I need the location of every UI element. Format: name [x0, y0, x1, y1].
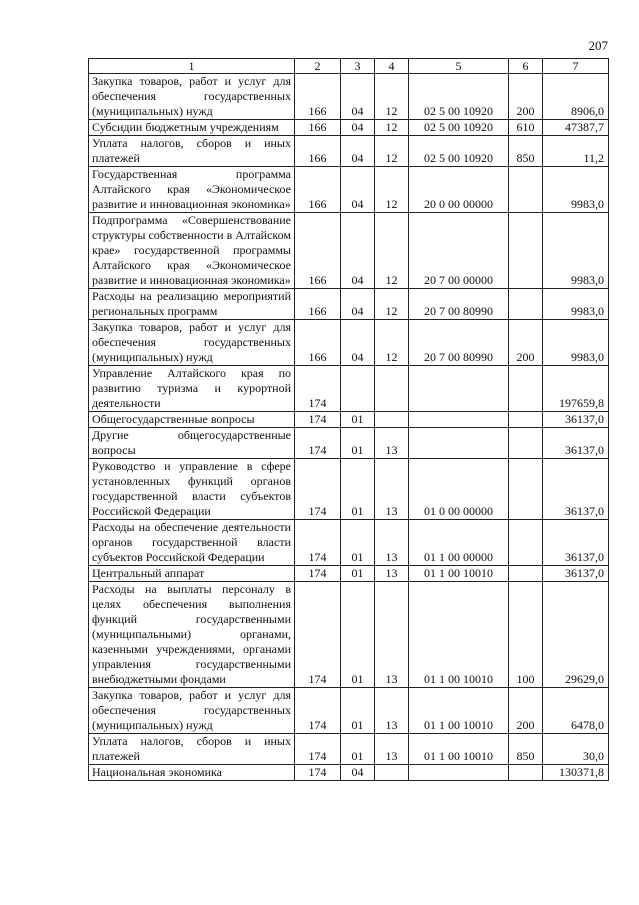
cell-ministry-code: 166	[295, 74, 341, 120]
cell-target-item-code: 01 1 00 10010	[409, 688, 509, 734]
cell-target-item-code: 20 0 00 00000	[409, 167, 509, 213]
cell-section-code: 04	[341, 320, 375, 366]
cell-target-item-code: 20 7 00 00000	[409, 213, 509, 289]
cell-subsection-code: 13	[375, 428, 409, 459]
cell-target-item-code: 02 5 00 10920	[409, 136, 509, 167]
table-row	[89, 74, 609, 120]
cell-amount: 9983,0	[543, 320, 609, 366]
cell-subsection-code: 12	[375, 320, 409, 366]
cell-target-item-code: 01 1 00 10010	[409, 582, 509, 688]
header-row	[89, 59, 609, 74]
table-row	[89, 366, 609, 412]
cell-name: Уплата налогов, сборов и иных платежей	[89, 136, 295, 167]
cell-ministry-code: 174	[295, 566, 341, 582]
cell-subsection-code: 13	[375, 566, 409, 582]
cell-ministry-code: 166	[295, 167, 341, 213]
cell-name: Другие общегосударственные вопросы	[89, 428, 295, 459]
cell-ministry-code: 174	[295, 582, 341, 688]
cell-ministry-code: 174	[295, 428, 341, 459]
cell-name: Центральный аппарат	[89, 566, 295, 582]
cell-expense-type-code	[509, 289, 543, 320]
cell-ministry-code: 174	[295, 734, 341, 765]
cell-section-code: 01	[341, 582, 375, 688]
table-row	[89, 520, 609, 566]
cell-ministry-code: 166	[295, 289, 341, 320]
cell-name: Закупка товаров, работ и услуг для обеспечения государственных (муниципальных) нужд	[89, 688, 295, 734]
cell-subsection-code: 12	[375, 289, 409, 320]
cell-section-code: 01	[341, 734, 375, 765]
cell-target-item-code	[409, 428, 509, 459]
table-row	[89, 412, 609, 428]
cell-subsection-code	[375, 366, 409, 412]
cell-amount: 9983,0	[543, 213, 609, 289]
cell-target-item-code	[409, 366, 509, 412]
cell-ministry-code: 166	[295, 136, 341, 167]
cell-name: Государственная программа Алтайского края «Экономическое развитие и инновационная экономика»	[89, 167, 295, 213]
cell-subsection-code: 12	[375, 74, 409, 120]
page-number: 207	[588, 38, 608, 53]
cell-name: Руководство и управление в сфере установленных функций органов государственной власти субъектов Российской Федерации	[89, 459, 295, 520]
cell-expense-type-code: 200	[509, 320, 543, 366]
header-cell-name: 1	[89, 59, 295, 74]
cell-subsection-code: 12	[375, 213, 409, 289]
cell-target-item-code: 02 5 00 10920	[409, 74, 509, 120]
cell-ministry-code: 174	[295, 366, 341, 412]
cell-expense-type-code	[509, 366, 543, 412]
cell-subsection-code: 13	[375, 459, 409, 520]
cell-section-code: 04	[341, 136, 375, 167]
cell-expense-type-code: 200	[509, 74, 543, 120]
cell-expense-type-code	[509, 428, 543, 459]
table-row	[89, 765, 609, 781]
table-row	[89, 428, 609, 459]
cell-expense-type-code	[509, 459, 543, 520]
cell-amount: 36137,0	[543, 566, 609, 582]
cell-subsection-code	[375, 765, 409, 781]
cell-name: Расходы на реализацию мероприятий региональных программ	[89, 289, 295, 320]
cell-expense-type-code	[509, 765, 543, 781]
cell-name: Общегосударственные вопросы	[89, 412, 295, 428]
cell-section-code: 04	[341, 74, 375, 120]
cell-ministry-code: 166	[295, 213, 341, 289]
cell-target-item-code: 01 1 00 10010	[409, 566, 509, 582]
cell-expense-type-code: 100	[509, 582, 543, 688]
budget-table	[88, 58, 609, 781]
cell-target-item-code	[409, 765, 509, 781]
cell-subsection-code: 13	[375, 688, 409, 734]
cell-expense-type-code	[509, 167, 543, 213]
cell-amount: 9983,0	[543, 167, 609, 213]
cell-amount: 36137,0	[543, 428, 609, 459]
cell-section-code: 01	[341, 566, 375, 582]
cell-section-code: 04	[341, 213, 375, 289]
cell-subsection-code	[375, 412, 409, 428]
cell-amount: 36137,0	[543, 520, 609, 566]
cell-name: Расходы на обеспечение деятельности органов государственной власти субъектов Российской Федерации	[89, 520, 295, 566]
table-row	[89, 582, 609, 688]
cell-section-code: 01	[341, 428, 375, 459]
cell-amount: 36137,0	[543, 459, 609, 520]
header-cell-ministry: 2	[295, 59, 341, 74]
cell-subsection-code: 12	[375, 136, 409, 167]
cell-ministry-code: 174	[295, 688, 341, 734]
cell-amount: 197659,8	[543, 366, 609, 412]
cell-name: Субсидии бюджетным учреждениям	[89, 120, 295, 136]
cell-subsection-code: 13	[375, 734, 409, 765]
cell-expense-type-code: 850	[509, 136, 543, 167]
cell-amount: 11,2	[543, 136, 609, 167]
cell-amount: 36137,0	[543, 412, 609, 428]
table-row	[89, 120, 609, 136]
cell-subsection-code: 13	[375, 582, 409, 688]
cell-target-item-code: 01 1 00 10010	[409, 734, 509, 765]
cell-ministry-code: 166	[295, 320, 341, 366]
table-row	[89, 136, 609, 167]
cell-name: Уплата налогов, сборов и иных платежей	[89, 734, 295, 765]
cell-target-item-code: 01 0 00 00000	[409, 459, 509, 520]
cell-name: Управление Алтайского края по развитию туризма и курортной деятельности	[89, 366, 295, 412]
cell-expense-type-code	[509, 213, 543, 289]
cell-amount: 47387,7	[543, 120, 609, 136]
cell-amount: 130371,8	[543, 765, 609, 781]
cell-expense-type-code	[509, 412, 543, 428]
cell-name: Закупка товаров, работ и услуг для обеспечения государственных (муниципальных) нужд	[89, 320, 295, 366]
cell-expense-type-code: 200	[509, 688, 543, 734]
cell-section-code: 04	[341, 167, 375, 213]
cell-expense-type-code	[509, 520, 543, 566]
cell-amount: 6478,0	[543, 688, 609, 734]
cell-target-item-code: 02 5 00 10920	[409, 120, 509, 136]
cell-subsection-code: 12	[375, 167, 409, 213]
header-cell-section: 3	[341, 59, 375, 74]
cell-expense-type-code: 850	[509, 734, 543, 765]
cell-section-code: 04	[341, 765, 375, 781]
header-cell-subsection: 4	[375, 59, 409, 74]
table-row	[89, 167, 609, 213]
cell-section-code: 01	[341, 412, 375, 428]
cell-section-code: 04	[341, 289, 375, 320]
cell-target-item-code: 20 7 00 80990	[409, 320, 509, 366]
cell-amount: 8906,0	[543, 74, 609, 120]
cell-name: Подпрограмма «Совершенствование структуры собственности в Алтайском крае» государственной программы Алтайского края «Экономическое развитие и инновационная экономика»	[89, 213, 295, 289]
cell-ministry-code: 174	[295, 412, 341, 428]
cell-section-code: 01	[341, 520, 375, 566]
cell-subsection-code: 13	[375, 520, 409, 566]
cell-amount: 29629,0	[543, 582, 609, 688]
cell-expense-type-code	[509, 566, 543, 582]
cell-section-code: 01	[341, 688, 375, 734]
header-cell-expense-type: 6	[509, 59, 543, 74]
table-row	[89, 734, 609, 765]
cell-ministry-code: 174	[295, 520, 341, 566]
cell-target-item-code: 01 1 00 00000	[409, 520, 509, 566]
table-row	[89, 320, 609, 366]
cell-expense-type-code: 610	[509, 120, 543, 136]
cell-name: Закупка товаров, работ и услуг для обеспечения государственных (муниципальных) нужд	[89, 74, 295, 120]
table-row	[89, 566, 609, 582]
cell-section-code	[341, 366, 375, 412]
cell-section-code: 04	[341, 120, 375, 136]
cell-ministry-code: 174	[295, 459, 341, 520]
cell-ministry-code: 166	[295, 120, 341, 136]
table-row	[89, 213, 609, 289]
cell-ministry-code: 174	[295, 765, 341, 781]
cell-name: Расходы на выплаты персоналу в целях обеспечения выполнения функций государственными (муниципальными) органами, казенными учреждениями, органами управления государственными внебюджетными фондами	[89, 582, 295, 688]
table-row	[89, 289, 609, 320]
cell-subsection-code: 12	[375, 120, 409, 136]
table-row	[89, 459, 609, 520]
cell-target-item-code	[409, 412, 509, 428]
cell-name: Национальная экономика	[89, 765, 295, 781]
cell-section-code: 01	[341, 459, 375, 520]
table-row	[89, 688, 609, 734]
cell-amount: 30,0	[543, 734, 609, 765]
header-cell-target-item: 5	[409, 59, 509, 74]
cell-amount: 9983,0	[543, 289, 609, 320]
cell-target-item-code: 20 7 00 80990	[409, 289, 509, 320]
header-cell-amount: 7	[543, 59, 609, 74]
